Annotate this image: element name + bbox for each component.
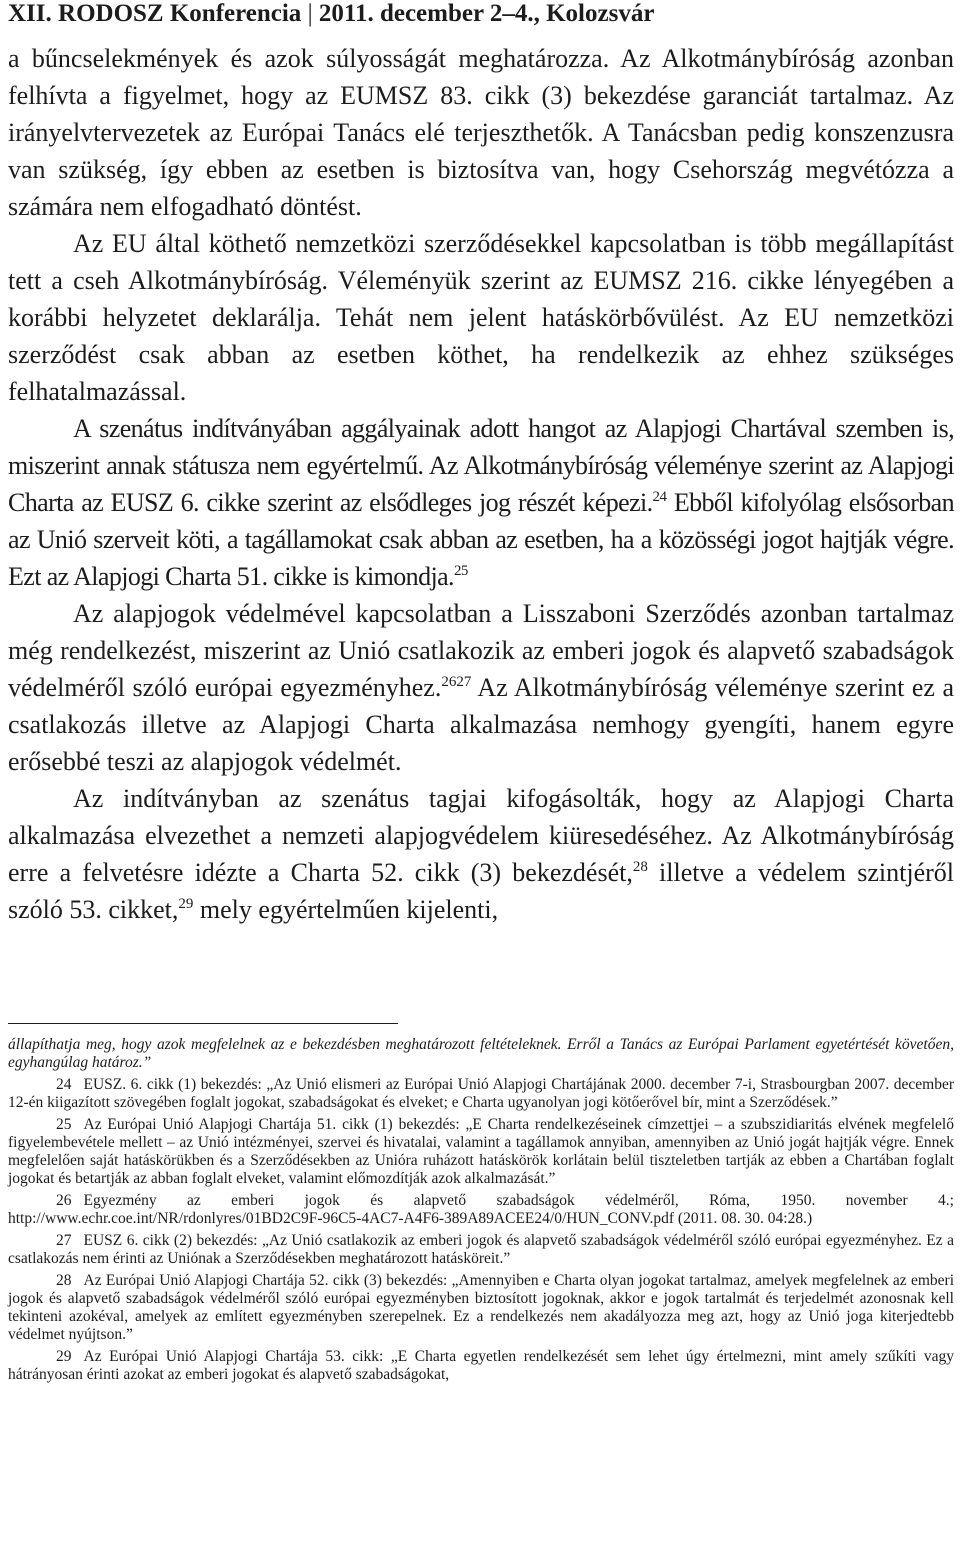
footnote-ref-26-27[interactable]: 2627 [441,674,472,690]
footnote-24 [8,1076,954,1112]
footnote-25 [8,1116,954,1188]
footnote-27 [8,1232,954,1268]
footnote-text: Az Európai Unió Alapjogi Chartája 51. cikk (1) bekezdés: „E Charta rendelkezéseinek címzettjei – a szubszidiaritás elvének megfelelő figyelembevétele mellett – az Unió intézményei, szervei és hivatalai, valamint a tagállamok annyiban, amennyiben az Unió jogát hajtják végre. Ennek megfelelően saját hatáskörükben és a Szerződésekben az Unióra ruházott hatáskörök korlátain belül tiszteletben tartják az ebben a Chartában foglalt jogokat és betartják az abban foglalt elveket, valamint előmozdítják azok alkalmazását.” [8,1116,954,1187]
footnote-number: 25 [56,1116,72,1133]
footnote-26 [8,1192,954,1228]
footnotes [8,1036,954,1388]
running-header [0,0,960,30]
paragraph-5-text-b: illetve a védelem szintjéről szóló 53. cikket, [8,858,954,924]
footnote-text: Egyezmény az emberi jogok és alapvető szabadságok védelméről, Róma, 1950. november 4.; http://www.echr.coe.int/NR/rdonlyres/01BD2C9F-96C5-4AC7-A4F6-389A89ACEE24/0/HUN_CONV.pdf (2011. 08. 30. 04:28.) [8,1192,954,1227]
paragraph-4 [8,595,954,780]
header-separator: | [307,0,313,27]
footnote-text: EUSZ. 6. cikk (1) bekezdés: „Az Unió elismeri az Európai Unió Alapjogi Chartájának 2000. december 7-i, Strasbourgban 2007. december 12-én kiigazított szövegében foglalt jogokat, szabadságokat és elveket; e Charta ugyanolyan jogi kötőerővel bír, mint a Szerződések.” [8,1076,954,1111]
conference-date-place: 2011. december 2–4., Kolozsvár [318,0,655,27]
conference-title: XII. RODOSZ Konferencia [8,0,302,27]
paragraph-3-text-b: Ebből kifolyólag elsősorban az Unió szerveit köti, a tagállamokat csak abban az esetben, ha a közösségi jogot hajtják végre. Ezt az Alapjogi Charta 51. cikke is kimondja. [8,488,954,591]
paragraph-1: a bűncselekmények és azok súlyosságát meghatározza. Az Alkotmánybíróság azonban felhívta a figyelmet, hogy az EUMSZ 83. cikk (3) bekezdése garanciát tartalmaz. Az irányelvtervezetek az Európai Tanács elé terjeszthetők. A Tanácsban pedig konszenzusra van szükség, így ebben az esetben is biztosítva van, hogy Csehország megvétózza a számára nem elfogadható döntést. [8,44,954,221]
paragraph-3 [8,410,954,595]
paragraph-4-text-b: Az Alkotmánybíróság véleménye szerint ez a csatlakozás illetve az Alapjogi Charta alkalmazása nemhogy gyengíti, hanem egyre erősebbé teszi az alapjogok védelmét. [8,673,954,776]
footnote-text: Az Európai Unió Alapjogi Chartája 52. cikk (3) bekezdés: „Amennyiben e Charta olyan jogokat tartalmaz, amelyek megfelelnek az emberi jogok és alapvető szabadságok védelméről szóló európai egyezményben biztosított jogoknak, akkor e jogok tartalmát és terjedelmét azonosnak kell tekinteni azokéval, amelyek az említett egyezményben szerepelnek. Ez a rendelkezés nem akadályozza meg azt, hogy az Unió joga kiterjedtebb védelmet nyújtson.” [8,1272,954,1343]
footnote-number: 29 [56,1348,72,1365]
paragraph-5 [8,780,954,928]
footnote-divider [8,1023,398,1024]
paragraph-5-text-c: mely egyértelműen kijelenti, [193,895,499,924]
paragraph-4-text-a: Az alapjogok védelmével kapcsolatban a Lisszaboni Szerződés azonban tartalmaz még rendelkezést, miszerint az Unió csatlakozik az emberi jogok és alapvető szabadságok védelméről szóló európai egyezményhez. [8,599,954,702]
footnote-28 [8,1272,954,1344]
footnote-number: 24 [56,1076,72,1093]
paragraph-2: Az EU által köthető nemzetközi szerződésekkel kapcsolatban is több megállapítást tett a cseh Alkotmánybíróság. Véleményük szerint az EUMSZ 216. cikke lényegében a korábbi helyzetet deklarálja. Tehát nem jelent hatáskörbővülést. Az EU nemzetközi szerződést csak abban az esetben köthet, ha rendelkezik az ehhez szükséges felhatalmazással. [8,229,954,406]
footnote-number: 27 [56,1232,72,1249]
footnote-29 [8,1348,954,1384]
footnote-ref-28[interactable]: 28 [632,859,648,875]
footnote-ref-29[interactable]: 29 [178,896,194,912]
footnote-ref-24[interactable]: 24 [652,489,667,505]
paragraph-3-text-a: A szenátus indítványában aggályainak adott hangot az Alapjogi Chartával szemben is, miszerint annak státusza nem egyértelmű. Az Alkotmánybíróság véleménye szerint az Alapjogi Charta az EUSZ 6. cikke szerint az elsődleges jog részét képezi. [8,414,954,517]
paragraph-5-text-a: Az indítványban az szenátus tagjai kifogásolták, hogy az Alapjogi Charta alkalmazása elvezethet a nemzeti alapjogvédelem kiüresedéséhez. Az Alkotmánybíróság erre a felvetésre idézte a Charta 52. cikk (3) bekezdését, [8,784,954,887]
footnote-text: Az Európai Unió Alapjogi Chartája 53. cikk: „E Charta egyetlen rendelkezését sem lehet úgy értelmezni, mint amely szűkíti vagy hátrányosan érinti azokat az emberi jogokat és alapvető szabadságokat, [8,1348,954,1383]
footnote-text: EUSZ 6. cikk (2) bekezdés: „Az Unió csatlakozik az emberi jogok és alapvető szabadságok védelméről szóló európai egyezményhez. Ez a csatlakozás nem érinti az Uniónak a Szerződésekben meghatározott hatásköreit.” [8,1232,954,1267]
footnote-number: 28 [56,1272,72,1289]
footnote-continuation: állapíthatja meg, hogy azok megfelelnek az e bekezdésben meghatározott feltételeknek. Erről a Tanács az Európai Parlament egyetértését követően, egyhangúlag határoz.” [8,1036,954,1071]
footnote-number: 26 [56,1192,72,1209]
main-text [8,40,954,928]
footnote-ref-25[interactable]: 25 [453,563,468,579]
